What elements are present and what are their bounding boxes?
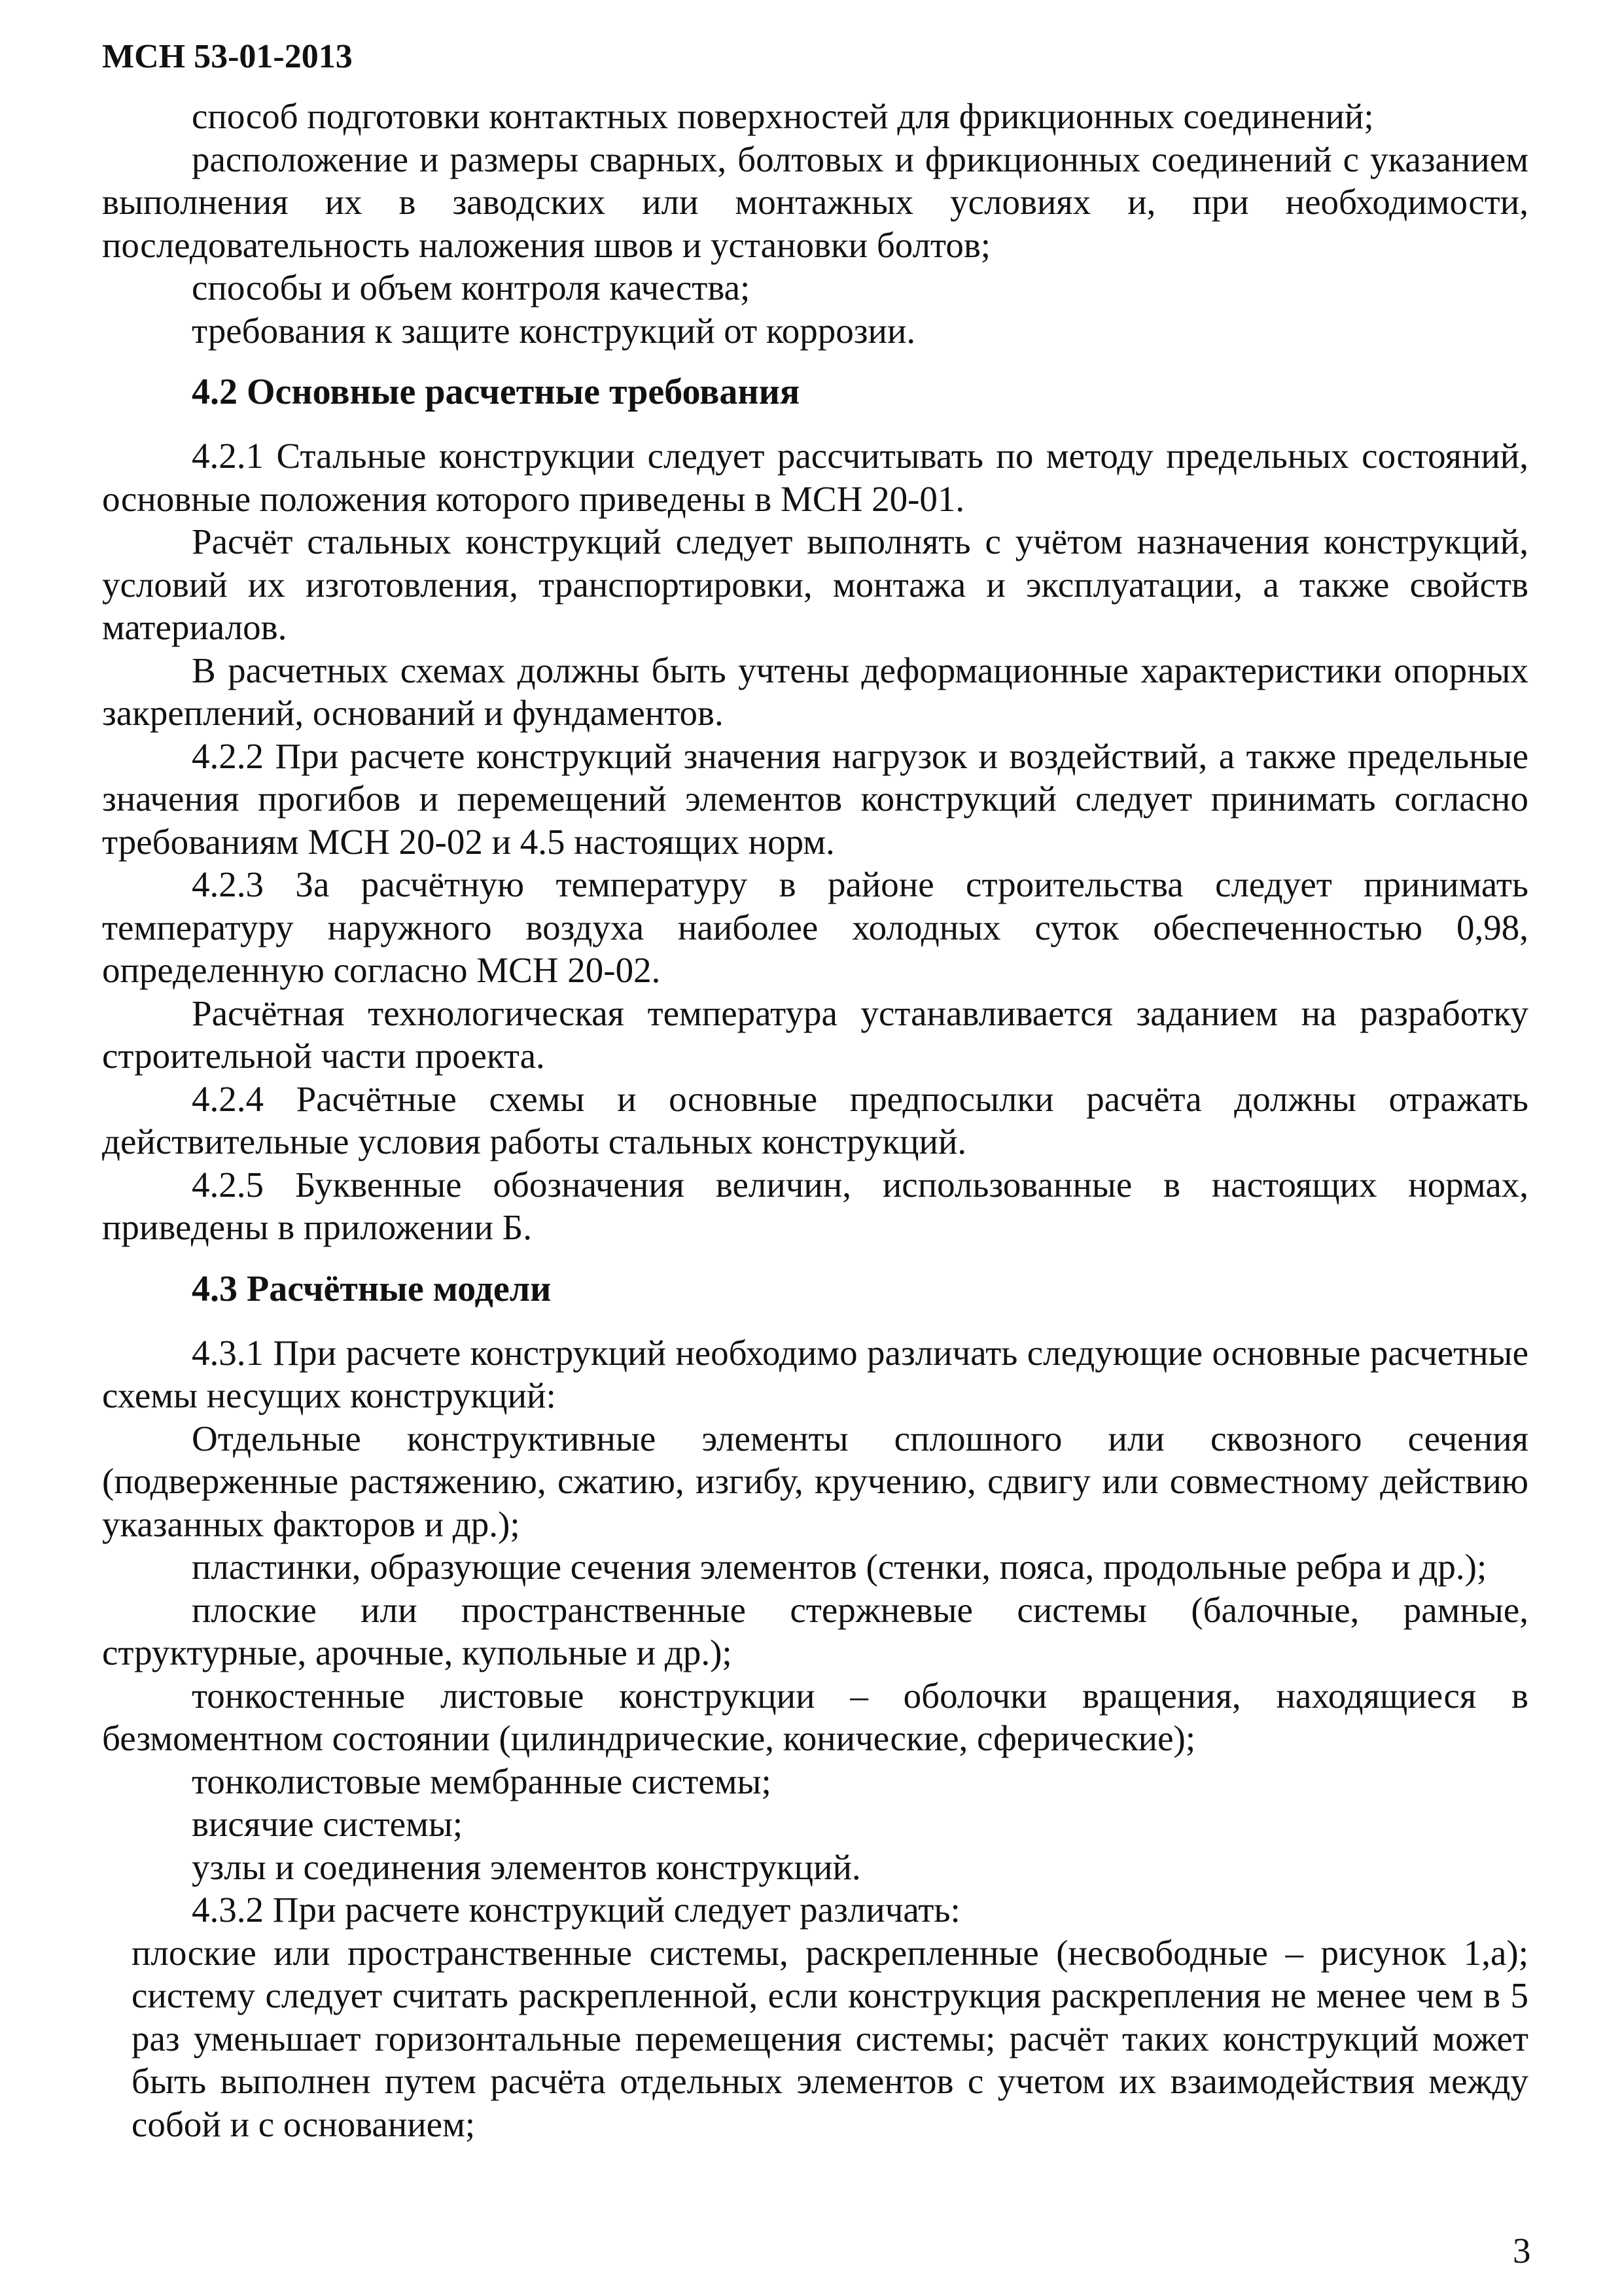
paragraph: 4.2.3 За расчётную температуру в районе строительства следует принимать температуру наружного воздуха наиболее холодных суток обеспеченностью 0,98, определенную согласно МСН 20-02.	[102, 864, 1528, 990]
paragraph: требования к защите конструкций от коррозии.	[192, 310, 916, 351]
paragraph: способ подготовки контактных поверхностей для фрикционных соединений;	[192, 96, 1374, 136]
paragraph: способы и объем контроля качества;	[192, 268, 750, 308]
paragraph: висячие системы;	[192, 1804, 463, 1844]
section-heading: 4.3 Расчётные модели	[192, 1268, 552, 1309]
paragraph: тонколистовые мембранные системы;	[192, 1761, 771, 1801]
paragraph: плоские или пространственные системы, раскрепленные (несвободные – рисунок 1,а); систему следует считать раскрепленной, если конструкция раскрепления не менее чем в 5 раз уменьшает горизонтальные перемещения системы; расчёт таких конструкций может быть выполнен путем расчёта отдельных элементов с учетом их взаимодействия между собой и с основанием;	[132, 1932, 1528, 2144]
paragraph: пластинки, образующие сечения элементов (стенки, пояса, продольные ребра и др.);	[192, 1547, 1487, 1587]
paragraph: Расчётная технологическая температура устанавливается заданием на разработку строительной части проекта.	[102, 993, 1528, 1076]
section-heading: 4.2 Основные расчетные требования	[192, 372, 800, 412]
paragraph: расположение и размеры сварных, болтовых и фрикционных соединений с указанием выполнения их в заводских или монтажных условиях и, при необходимости, последовательность наложения швов и установки болтов;	[102, 139, 1528, 265]
paragraph: 4.3.2 При расчете конструкций следует различать:	[192, 1890, 961, 1930]
paragraph: узлы и соединения элементов конструкций.	[192, 1846, 861, 1887]
paragraph: 4.2.5 Буквенные обозначения величин, использованные в настоящих нормах, приведены в приложении Б.	[102, 1164, 1528, 1247]
paragraph: Расчёт стальных конструкций следует выполнять с учётом назначения конструкций, условий их изготовления, транспортировки, монтажа и эксплуатации, а также свойств материалов.	[102, 521, 1528, 647]
paragraph: тонкостенные листовые конструкции – оболочки вращения, находящиеся в безмоментном состоянии (цилиндрические, конические, сферические);	[102, 1675, 1528, 1758]
document-body	[102, 95, 1528, 2146]
page-number: 3	[1513, 2231, 1531, 2270]
document-code-header: МСН 53-01-2013	[102, 38, 353, 75]
paragraph: 4.2.2 При расчете конструкций значения нагрузок и воздействий, а также предельные значения прогибов и перемещений элементов конструкций следует принимать согласно требованиям МСН 20-02 и 4.5 настоящих норм.	[102, 735, 1528, 862]
paragraph: В расчетных схемах должны быть учтены деформационные характеристики опорных закреплений, оснований и фундаментов.	[102, 650, 1528, 733]
paragraph: плоские или пространственные стержневые системы (балочные, рамные, структурные, арочные, купольные и др.);	[102, 1589, 1528, 1672]
paragraph: Отдельные конструктивные элементы сплошного или сквозного сечения (подверженные растяжению, сжатию, изгибу, кручению, сдвигу или совместному действию указанных факторов и др.);	[102, 1418, 1528, 1544]
paragraph: 4.2.1 Стальные конструкции следует рассчитывать по методу предельных состояний, основные положения которого приведены в МСН 20-01.	[102, 436, 1528, 519]
paragraph: 4.2.4 Расчётные схемы и основные предпосылки расчёта должны отражать действительные условия работы стальных конструкций.	[102, 1078, 1528, 1161]
paragraph: 4.3.1 При расчете конструкций необходимо различать следующие основные расчетные схемы несущих конструкций:	[102, 1332, 1528, 1415]
